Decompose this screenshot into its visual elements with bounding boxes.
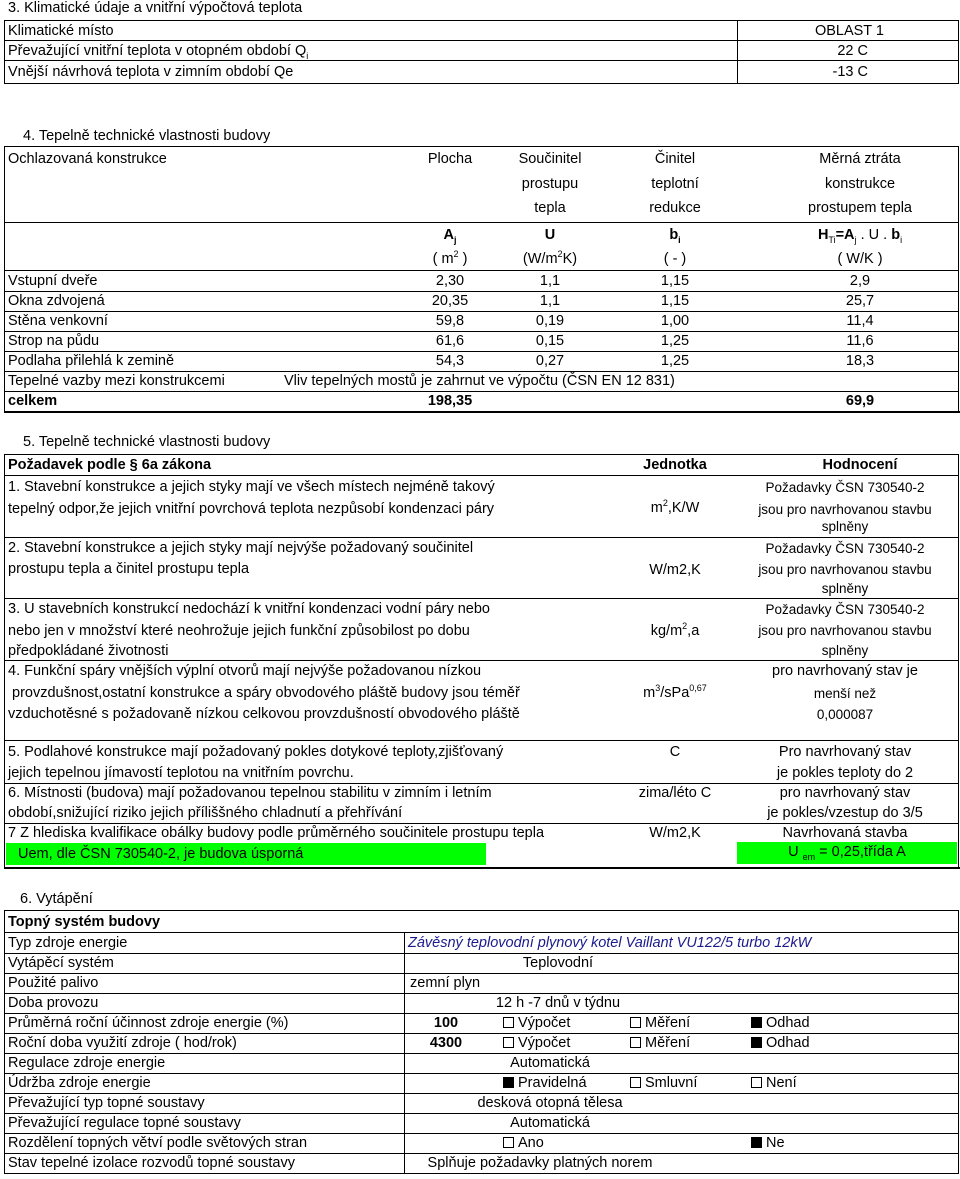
req6-eval2: je pokles/vzestup do 3/5 bbox=[767, 805, 923, 821]
system-label: Vytápěcí systém bbox=[8, 955, 114, 971]
udrzba-neni[interactable]: Není bbox=[751, 1074, 797, 1092]
col-cinitel-3: redukce bbox=[649, 200, 701, 216]
col-ztrata-1: Měrná ztráta bbox=[819, 151, 901, 167]
req7-line1: 7 Z hlediska kvalifikace obálky budovy podle průměrného součinitele prostupu tepla bbox=[8, 825, 545, 841]
ucinnost-value: 100 bbox=[433, 1015, 459, 1031]
izolace-value: Splňuje požadavky platných norem bbox=[427, 1155, 653, 1171]
inner-temp-value: 22 C bbox=[837, 43, 868, 59]
req1-eval3: splněny bbox=[821, 519, 869, 534]
ucinnost-label: Průměrná roční účinnost zdroje energie (%) bbox=[8, 1015, 289, 1031]
checkbox-icon bbox=[503, 1037, 514, 1048]
col-requirement: Požadavek podle § 6a zákona bbox=[8, 457, 212, 473]
unit-h: ( W/K ) bbox=[837, 251, 883, 267]
req6-line2: období,snižující riziko jejich příliššného chladnutí a přehřívání bbox=[8, 805, 403, 821]
ucinnost-vypocet[interactable]: Výpočet bbox=[503, 1014, 570, 1032]
row-a: 20,35 bbox=[431, 293, 469, 309]
udrzba-label: Údržba zdroje energie bbox=[8, 1075, 151, 1091]
req1-eval2: jsou pro navrhovanou stavbu bbox=[758, 502, 932, 517]
typ-value: Závěsný teplovodní plynový kotel Vaillant VU122/5 turbo 12kW bbox=[408, 935, 812, 951]
req5-eval2: je pokles teploty do 2 bbox=[776, 765, 914, 781]
row-name: Stěna venkovní bbox=[8, 313, 108, 329]
req6-eval1: pro navrhovaný stav bbox=[779, 785, 911, 801]
req7-eval2: U $_{em}$ = 0,25,třída A bbox=[788, 844, 906, 862]
row-b: 1,00 bbox=[660, 313, 690, 329]
req4-line2: provzdušnost,ostatní konstrukce a spáry obvodového pláště budovy jsou téměř bbox=[12, 685, 520, 701]
total-loss: 69,9 bbox=[845, 393, 875, 409]
vyuziti-label: Roční doba využití zdroje ( hod/rok) bbox=[8, 1035, 237, 1051]
req7-eval1: Navrhovaná stavba bbox=[782, 825, 908, 841]
req4-eval1: pro navrhovaný stav je bbox=[772, 663, 918, 679]
req6-unit: zima/léto C bbox=[638, 785, 712, 801]
req4-eval2: menší než bbox=[813, 686, 877, 701]
row-h: 25,7 bbox=[845, 293, 875, 309]
row-a: 61,6 bbox=[435, 333, 465, 349]
unit-u: $(W/m^2K)$ bbox=[522, 249, 578, 267]
req3-line1: 3. U stavebních konstrukcí nedochází k vnitřní kondenzaci vodní páry nebo bbox=[8, 601, 490, 617]
regulace-value: Automatická bbox=[510, 1055, 590, 1071]
checkbox-checked-icon bbox=[751, 1017, 762, 1028]
vyuziti-vypocet[interactable]: Výpočet bbox=[503, 1034, 570, 1052]
section5-title: 5. Tepelně technické vlastnosti budovy bbox=[23, 434, 271, 450]
req5-line2: jejich tepelnou jímavostí teplotou na vnitřním povrchu. bbox=[8, 765, 354, 781]
req5-unit: C bbox=[669, 744, 681, 760]
req2-eval2: jsou pro navrhovanou stavbu bbox=[758, 562, 932, 577]
row-name: Okna zdvojená bbox=[8, 293, 105, 309]
row-h: 11,6 bbox=[846, 333, 874, 349]
checkbox-icon bbox=[630, 1017, 641, 1028]
req1-eval1: Požadavky ČSN 730540-2 bbox=[765, 480, 925, 495]
col-ztrata-3: prostupem tepla bbox=[808, 200, 912, 216]
row-u: 0,27 bbox=[535, 353, 565, 369]
rozdeleni-ano[interactable]: Ano bbox=[503, 1134, 544, 1152]
col-konstrukce: Ochlazovaná konstrukce bbox=[8, 151, 167, 167]
checkbox-icon bbox=[503, 1017, 514, 1028]
total-label: celkem bbox=[8, 393, 58, 409]
vyuziti-mereni[interactable]: Měření bbox=[630, 1034, 690, 1052]
unit-a: ( $m^2$ ) bbox=[432, 249, 468, 267]
inner-temp-label: Převažující vnitřní teplota v otopném období $Q_i$ bbox=[8, 43, 309, 61]
req3-eval2: jsou pro navrhovanou stavbu bbox=[758, 623, 932, 638]
req5-eval1: Pro navrhovaný stav bbox=[778, 744, 912, 760]
col-soucinitel-1: Součinitel bbox=[518, 151, 582, 167]
req7-line2: Uem, dle ČSN 730540-2, je budova úsporná bbox=[18, 846, 304, 862]
row-h: 2,9 bbox=[849, 273, 871, 289]
req3-eval1: Požadavky ČSN 730540-2 bbox=[765, 602, 925, 617]
req2-unit: W/m2,K bbox=[649, 562, 701, 578]
req2-line2: prostupu tepla a činitel prostupu tepla bbox=[8, 561, 250, 577]
checkbox-icon bbox=[630, 1037, 641, 1048]
row-a: 59,8 bbox=[435, 313, 465, 329]
row-name: Podlaha přilehlá k zemině bbox=[8, 353, 175, 369]
ucinnost-mereni[interactable]: Měření bbox=[630, 1014, 690, 1032]
vazby-note: Vliv tepelných mostů je zahrnut ve výpočtu (ČSN EN 12 831) bbox=[284, 373, 675, 389]
heating-header: Topný systém budovy bbox=[8, 914, 161, 930]
section4-title: 4. Tepelně technické vlastnosti budovy bbox=[23, 128, 271, 144]
col-cinitel-1: Činitel bbox=[654, 151, 696, 167]
row-u: 1,1 bbox=[539, 293, 561, 309]
col-unit: Jednotka bbox=[643, 457, 707, 473]
col-soucinitel-3: tepla bbox=[534, 200, 566, 216]
row-b: 1,15 bbox=[660, 293, 690, 309]
req1-line1: 1. Stavební konstrukce a jejich styky mají ve všech místech nejméně takový bbox=[8, 479, 495, 495]
req2-eval3: splněny bbox=[821, 581, 869, 596]
req4-line1: 4. Funkční spáry vnějších výplní otvorů mají nejvýše požadovanou nízkou bbox=[8, 663, 482, 679]
row-h: 18,3 bbox=[845, 353, 875, 369]
regsoustavy-label: Převažující regulace topné soustavy bbox=[8, 1115, 241, 1131]
checkbox-icon bbox=[503, 1137, 514, 1148]
row-b: 1,15 bbox=[660, 273, 690, 289]
regsoustavy-value: Automatická bbox=[510, 1115, 590, 1131]
doba-label: Doba provozu bbox=[8, 995, 99, 1011]
sym-b: $b_i$ bbox=[669, 227, 681, 245]
soustava-label: Převažující typ topné soustavy bbox=[8, 1095, 205, 1111]
req7-unit: W/m2,K bbox=[649, 825, 701, 841]
vazby-label: Tepelné vazby mezi konstrukcemi bbox=[8, 373, 225, 389]
req4-unit: $m^3/sPa^{0,67}$ bbox=[643, 683, 707, 701]
req4-eval3: 0,000087 bbox=[816, 707, 874, 722]
soustava-value: desková otopná tělesa bbox=[477, 1095, 623, 1111]
checkbox-icon bbox=[630, 1077, 641, 1088]
regulace-label: Regulace zdroje energie bbox=[8, 1055, 166, 1071]
row-name: Strop na půdu bbox=[8, 333, 100, 349]
col-evaluation: Hodnocení bbox=[822, 457, 898, 473]
sym-h: $H_{Ti}=A_j$ . U . $b_i$ bbox=[817, 227, 903, 245]
sym-a: $A_j$ bbox=[443, 227, 457, 245]
checkbox-checked-icon bbox=[751, 1137, 762, 1148]
unit-b: ( - ) bbox=[663, 251, 687, 267]
req3-line3: předpokládané životnosti bbox=[8, 643, 169, 659]
section3-title: 3. Klimatické údaje a vnitřní výpočtová teplota bbox=[8, 0, 303, 16]
col-plocha: Plocha bbox=[427, 151, 473, 167]
izolace-label: Stav tepelné izolace rozvodů topné soustavy bbox=[8, 1155, 295, 1171]
typ-label: Typ zdroje energie bbox=[8, 935, 128, 951]
req3-line2: nebo jen v množství které neohrožuje jejich funkční způsobilost po dobu bbox=[8, 623, 470, 639]
vyuziti-odhad[interactable]: Odhad bbox=[751, 1034, 810, 1052]
req1-unit: $m^2,K/W$ bbox=[650, 498, 700, 516]
sym-u: U bbox=[544, 227, 556, 243]
rozdeleni-label: Rozdělení topných větví podle světových stran bbox=[8, 1135, 308, 1151]
checkbox-checked-icon bbox=[503, 1077, 514, 1088]
udrzba-smluvni[interactable]: Smluvní bbox=[630, 1074, 697, 1092]
row-h: 11,4 bbox=[846, 313, 874, 329]
rozdeleni-ne[interactable]: Ne bbox=[751, 1134, 785, 1152]
row-u: 0,19 bbox=[535, 313, 565, 329]
col-cinitel-2: teplotní bbox=[651, 176, 699, 192]
row-a: 54,3 bbox=[435, 353, 465, 369]
checkbox-checked-icon bbox=[751, 1037, 762, 1048]
row-u: 1,1 bbox=[539, 273, 561, 289]
req5-line1: 5. Podlahové konstrukce mají požadovaný pokles dotykové teploty,zjišťovaný bbox=[8, 744, 504, 760]
req4-line3: vzduchotěsné s požadovaně nízkou celkovou provzdušností obvodového pláště bbox=[8, 706, 520, 722]
doba-value: 12 h -7 dnů v týdnu bbox=[495, 995, 621, 1011]
row-b: 1,25 bbox=[660, 353, 690, 369]
req6-line1: 6. Místnosti (budova) mají požadovanou tepelnou stabilitu v zimním i letním bbox=[8, 785, 492, 801]
climate-place-label: Klimatické místo bbox=[8, 23, 114, 39]
req1-line2: tepelný odpor,že jejich vnitřní povrchová teplota nezpůsobí kondenzaci páry bbox=[8, 501, 495, 517]
req2-eval1: Požadavky ČSN 730540-2 bbox=[765, 541, 925, 556]
row-a: 2,30 bbox=[435, 273, 465, 289]
row-u: 0,15 bbox=[535, 333, 565, 349]
climate-place-value: OBLAST 1 bbox=[814, 23, 884, 39]
palivo-label: Použité palivo bbox=[8, 975, 99, 991]
req3-unit: $kg/m^2,a$ bbox=[650, 621, 700, 639]
vyuziti-value: 4300 bbox=[429, 1035, 463, 1051]
total-area: 198,35 bbox=[427, 393, 473, 409]
req2-line1: 2. Stavební konstrukce a jejich styky mají nejvýše požadovaný součinitel bbox=[8, 540, 474, 556]
req3-eval3: splněny bbox=[821, 643, 869, 658]
udrzba-pravidelna[interactable]: Pravidelná bbox=[503, 1074, 587, 1092]
outer-temp-value: -13 C bbox=[832, 64, 868, 80]
checkbox-icon bbox=[751, 1077, 762, 1088]
system-value: Teplovodní bbox=[522, 955, 594, 971]
row-b: 1,25 bbox=[660, 333, 690, 349]
ucinnost-odhad[interactable]: Odhad bbox=[751, 1014, 810, 1032]
outer-temp-label: Vnější návrhová teplota v zimním období Qe bbox=[8, 64, 294, 80]
col-ztrata-2: konstrukce bbox=[824, 176, 896, 192]
col-soucinitel-2: prostupu bbox=[521, 176, 579, 192]
palivo-value: zemní plyn bbox=[410, 975, 481, 991]
row-name: Vstupní dveře bbox=[8, 273, 98, 289]
section6-title: 6. Vytápění bbox=[20, 891, 93, 907]
